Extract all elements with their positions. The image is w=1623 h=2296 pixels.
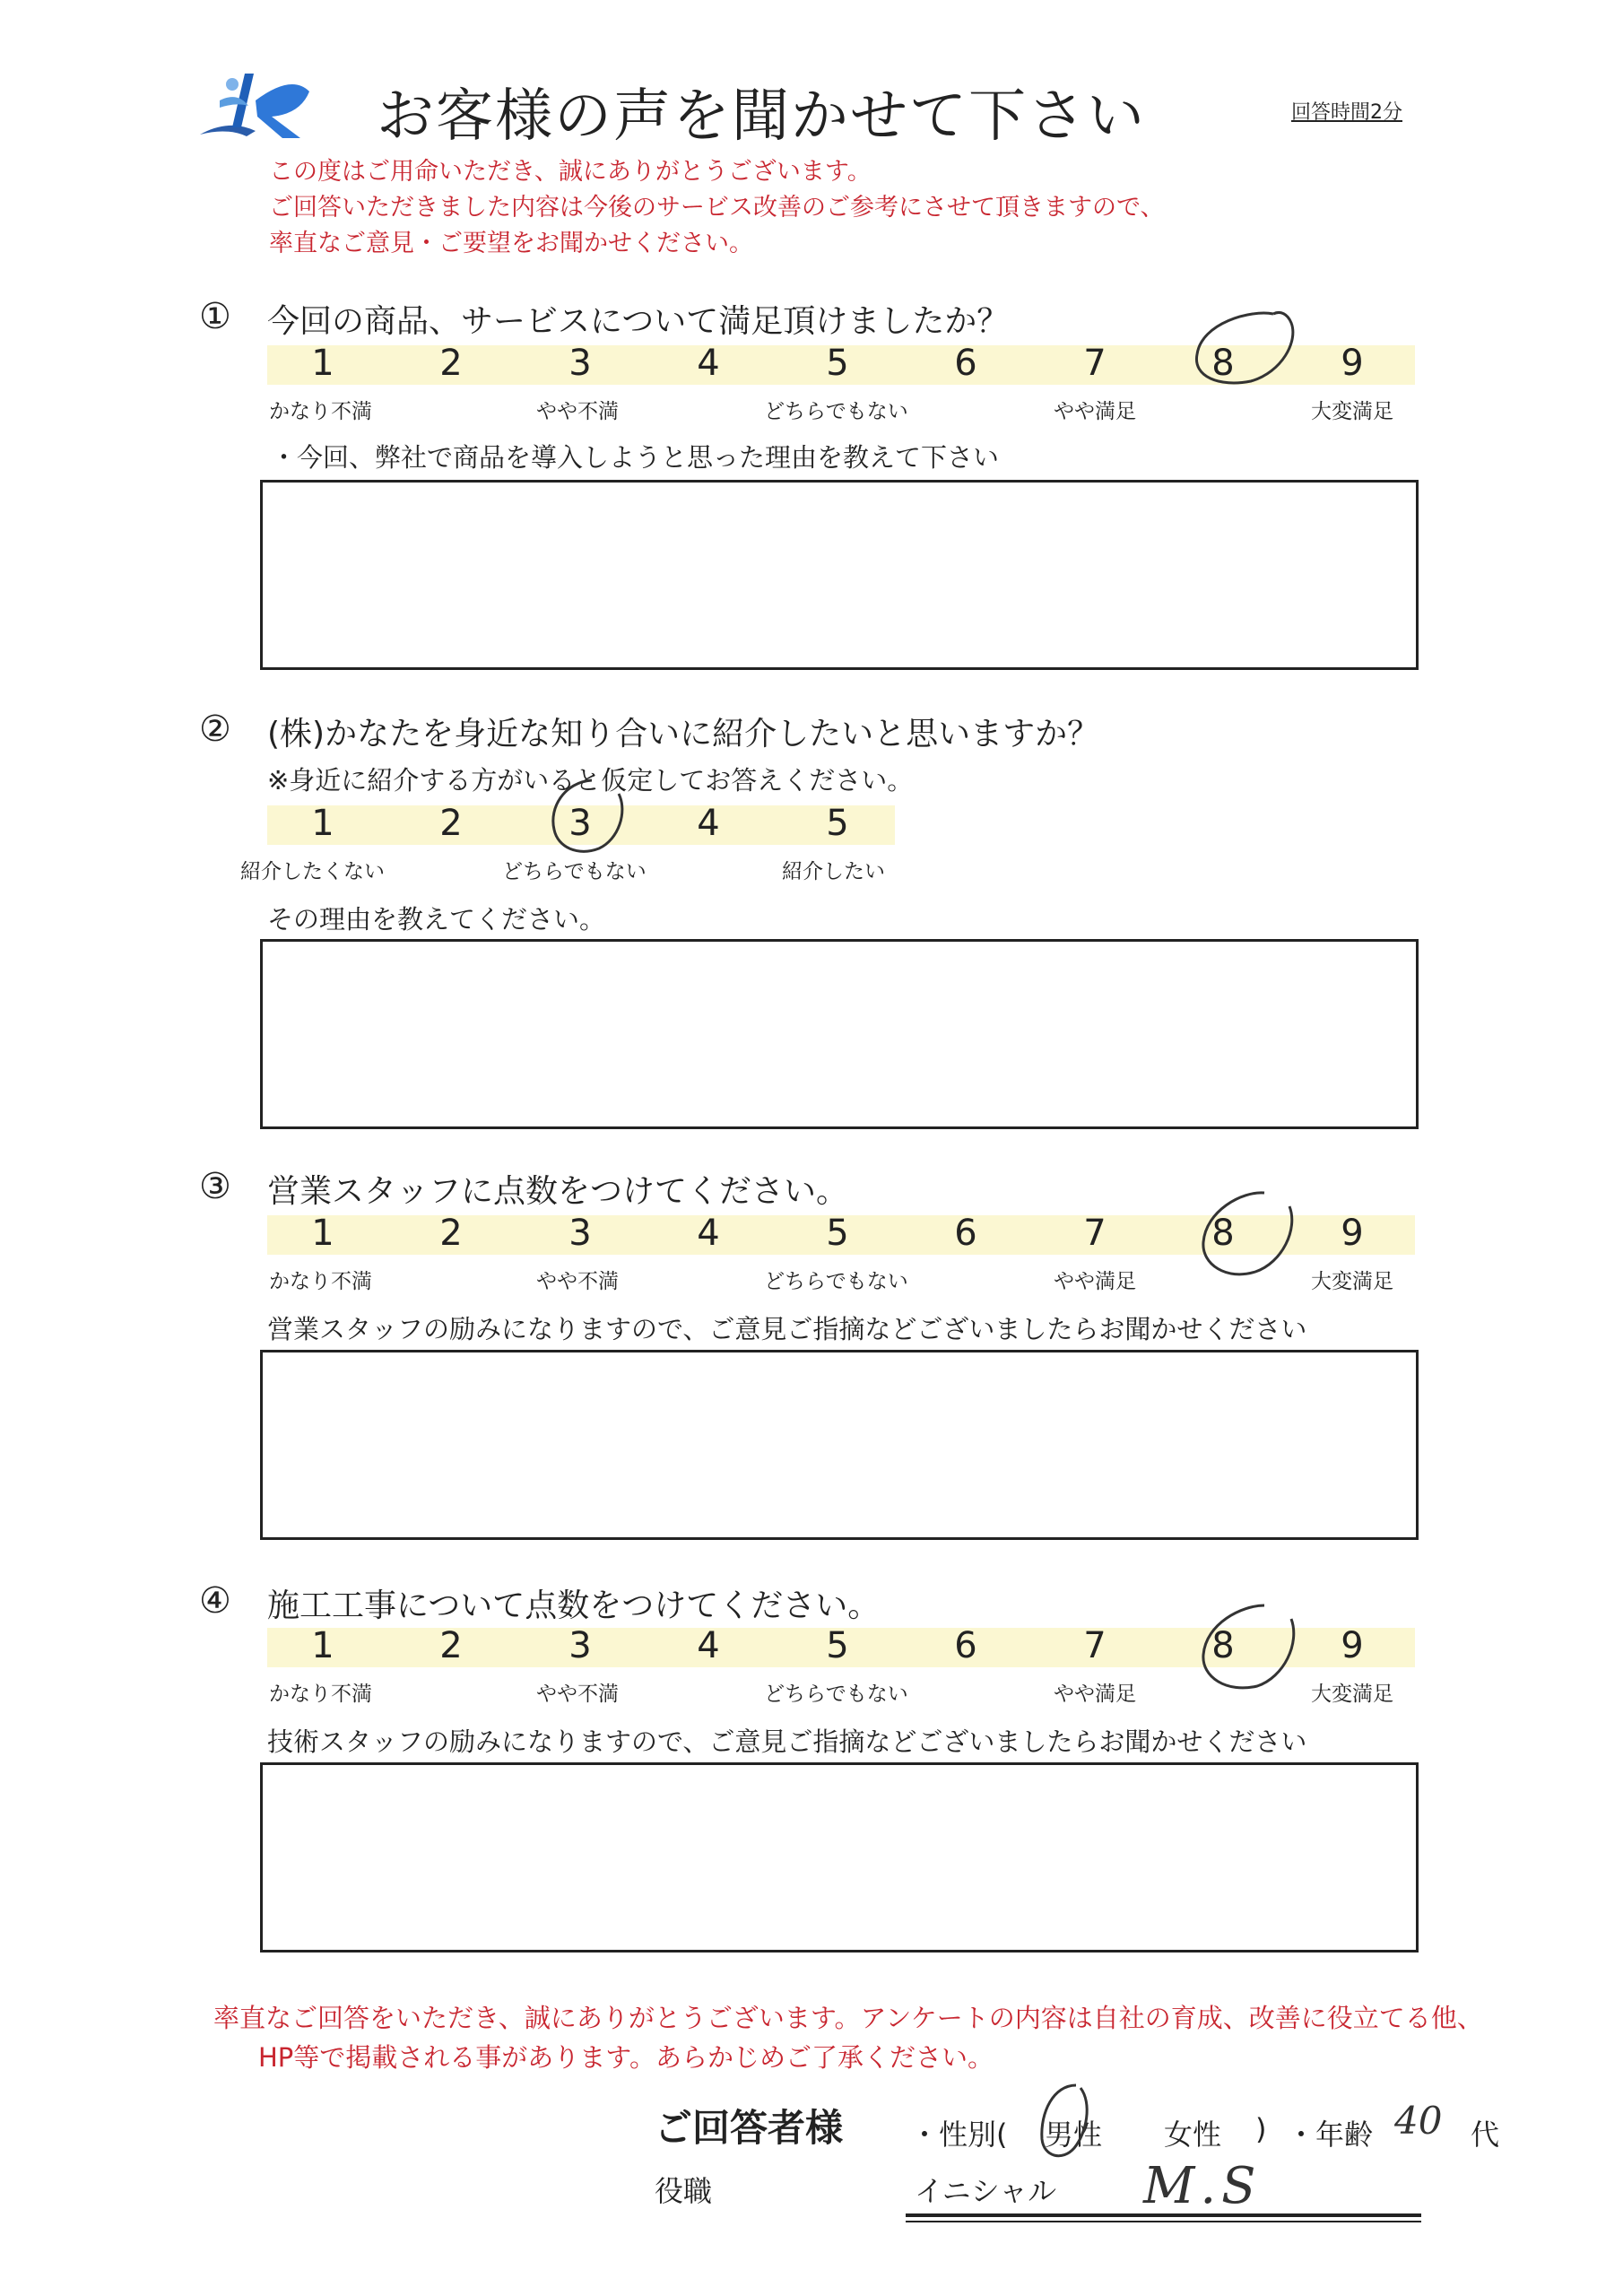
q4-option-8[interactable]: 8: [1211, 1625, 1235, 1666]
closing-line-2: HP等で掲載される事があります。あらかじめご了承ください。: [258, 2042, 994, 2073]
q2-option-4[interactable]: 4: [697, 803, 720, 844]
q2-answer-box[interactable]: [260, 939, 1419, 1129]
signature-line: [906, 2213, 1421, 2217]
q2-option-2[interactable]: 2: [439, 803, 463, 844]
q2-label-3: どちらでもない: [502, 860, 647, 883]
gender-option-male[interactable]: 男性: [1045, 2118, 1103, 2152]
q3-option-5[interactable]: 5: [826, 1213, 849, 1254]
q2-option-1[interactable]: 1: [311, 803, 334, 844]
respondent-title: ご回答者様: [655, 2106, 844, 2150]
q1-option-5[interactable]: 5: [826, 343, 849, 384]
closing-note: [213, 1998, 1483, 2077]
gender-option-female[interactable]: 女性: [1164, 2118, 1222, 2152]
page-title: お客様の声を聞かせて下さい: [377, 83, 1146, 150]
q2-sub-question: その理由を教えてください。: [267, 904, 606, 935]
closing-line-1: 率直なご回答をいただき、誠にありがとうございます。アンケートの内容は自社の育成、改善に役立てる他、: [213, 2003, 1483, 2033]
q4-option-7[interactable]: 7: [1083, 1625, 1107, 1666]
q1-option-6[interactable]: 6: [954, 343, 977, 384]
q2-label-5: 紹介したい: [782, 860, 885, 883]
q4-label-1: かなり不満: [269, 1683, 372, 1706]
q1-number: ①: [199, 296, 231, 337]
q2-note: ※身近に紹介する方がいると仮定してお答えください。: [267, 765, 914, 796]
gender-close: ): [1255, 2112, 1267, 2146]
q4-option-3[interactable]: 3: [568, 1625, 592, 1666]
intro-line: 率直なご意見・ご要望をお聞かせください。: [269, 230, 753, 257]
q3-number: ③: [199, 1166, 231, 1207]
q4-label-3: やや不満: [536, 1683, 619, 1706]
q4-option-2[interactable]: 2: [439, 1625, 463, 1666]
q1-label-5: どちらでもない: [764, 400, 908, 423]
q3-option-9[interactable]: 9: [1341, 1213, 1364, 1254]
q3-option-3[interactable]: 3: [568, 1213, 592, 1254]
q3-option-2[interactable]: 2: [439, 1213, 463, 1254]
q1-option-7[interactable]: 7: [1083, 343, 1107, 384]
q3-label-7: やや満足: [1054, 1270, 1136, 1293]
q1-option-1[interactable]: 1: [311, 343, 334, 384]
signature-line-thin: [906, 2221, 1421, 2222]
q4-option-5[interactable]: 5: [826, 1625, 849, 1666]
initial-value[interactable]: M.S: [1143, 2157, 1262, 2215]
q1-option-9[interactable]: 9: [1341, 343, 1364, 384]
q3-option-7[interactable]: 7: [1083, 1213, 1107, 1254]
q1-option-4[interactable]: 4: [697, 343, 720, 384]
q4-option-6[interactable]: 6: [954, 1625, 977, 1666]
q3-question: 営業スタッフに点数をつけてください。: [267, 1173, 849, 1210]
q4-option-4[interactable]: 4: [697, 1625, 720, 1666]
q1-option-3[interactable]: 3: [568, 343, 592, 384]
intro-line: この度はご用命いただき、誠にありがとうございます。: [269, 158, 872, 186]
q1-label-3: やや不満: [536, 400, 619, 423]
time-note: 回答時間2分: [1291, 101, 1402, 124]
q1-label-1: かなり不満: [269, 400, 372, 423]
intro-text: [269, 154, 1164, 262]
q4-label-9: 大変満足: [1311, 1683, 1393, 1706]
q3-label-5: どちらでもない: [764, 1270, 908, 1293]
q2-label-1: 紹介したくない: [240, 860, 385, 883]
q3-label-3: やや不満: [536, 1270, 619, 1293]
q4-question: 施工工事について点数をつけてください。: [267, 1587, 881, 1624]
q1-label-9: 大変満足: [1311, 400, 1393, 423]
q3-label-9: 大変満足: [1311, 1270, 1393, 1293]
kanata-logo-icon: [193, 65, 318, 145]
q1-option-8[interactable]: 8: [1211, 343, 1235, 384]
q1-answer-box[interactable]: [260, 480, 1419, 670]
position-label: 役職: [655, 2174, 713, 2208]
q3-option-1[interactable]: 1: [311, 1213, 334, 1254]
q3-sub-question: 営業スタッフの励みになりますので、ご意見ご指摘などございましたらお聞かせください: [267, 1314, 1307, 1344]
q3-option-4[interactable]: 4: [697, 1213, 720, 1254]
q2-question: (株)かなたを身近な知り合いに紹介したいと思いますか？: [267, 716, 1100, 752]
age-label: ・年齢: [1287, 2118, 1374, 2152]
q2-option-5[interactable]: 5: [826, 803, 849, 844]
q3-option-8[interactable]: 8: [1211, 1213, 1235, 1254]
q4-sub-question: 技術スタッフの励みになりますので、ご意見ご指摘などございましたらお聞かせください: [267, 1726, 1307, 1757]
q1-label-7: やや満足: [1054, 400, 1136, 423]
initial-label: イニシャル: [915, 2174, 1057, 2208]
q4-label-7: やや満足: [1054, 1683, 1136, 1706]
q2-number: ②: [199, 709, 231, 750]
q4-option-9[interactable]: 9: [1341, 1625, 1364, 1666]
q4-option-1[interactable]: 1: [311, 1625, 334, 1666]
intro-line: ご回答いただきました内容は今後のサービス改善のご参考にさせて頂きますので、: [269, 194, 1165, 222]
q3-option-6[interactable]: 6: [954, 1213, 977, 1254]
age-value[interactable]: 40: [1394, 2099, 1443, 2143]
q1-question: 今回の商品、サービスについて満足頂けましたか？: [267, 303, 1010, 340]
q3-answer-box[interactable]: [260, 1350, 1419, 1540]
q4-answer-box[interactable]: [260, 1762, 1419, 1952]
q3-label-1: かなり不満: [269, 1270, 372, 1293]
q4-label-5: どちらでもない: [764, 1683, 908, 1706]
q1-option-2[interactable]: 2: [439, 343, 463, 384]
q4-number: ④: [199, 1580, 231, 1622]
age-suffix: 代: [1471, 2118, 1500, 2152]
q2-option-3[interactable]: 3: [568, 803, 592, 844]
q1-sub-question: ・今回、弊社で商品を導入しようと思った理由を教えて下さい: [271, 442, 1000, 473]
gender-label: ・性別(: [910, 2118, 1008, 2152]
